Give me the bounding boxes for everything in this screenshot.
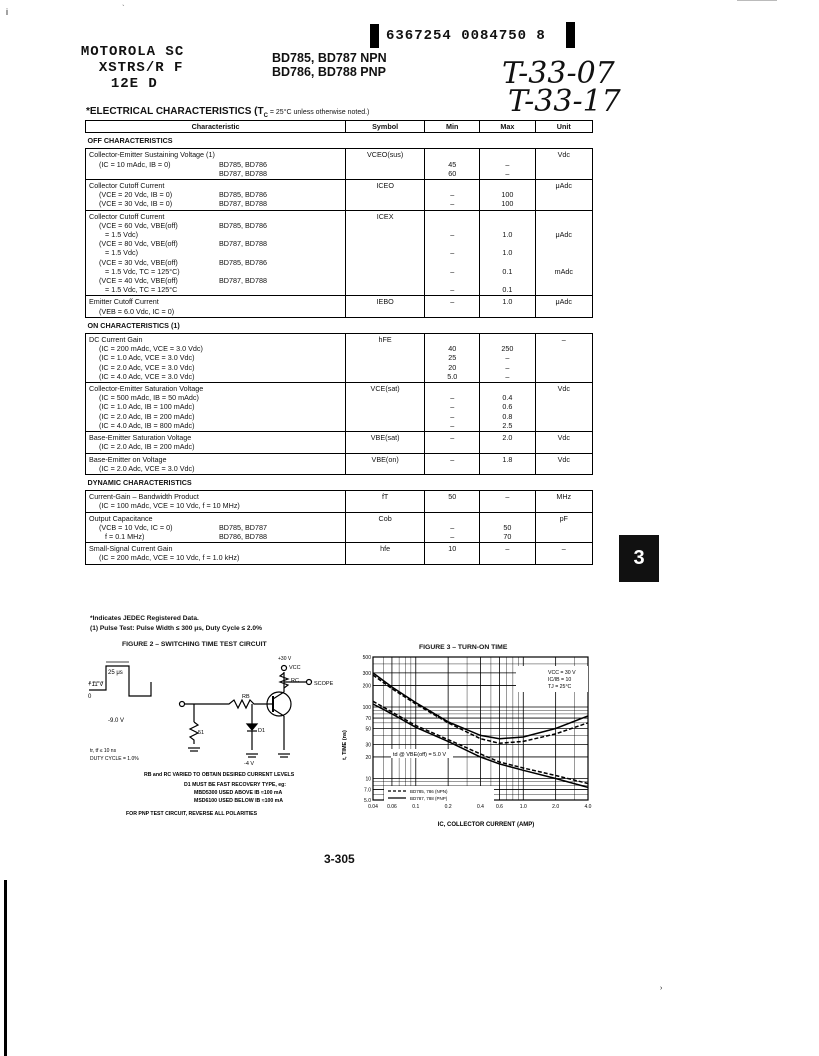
data-point bbox=[415, 727, 416, 728]
y-tick-label: 5.0 bbox=[364, 798, 371, 804]
cond: (IC = 10 mAdc, IB = 0) bbox=[99, 159, 171, 169]
cell-unit: Vdc bbox=[535, 453, 592, 474]
figure2-title: FIGURE 2 – SWITCHING TIME TEST CIRCUIT bbox=[122, 641, 267, 648]
cell-symbol: fT bbox=[346, 491, 425, 512]
cell-unit: Vdc bbox=[535, 383, 592, 432]
switching-test-circuit bbox=[84, 652, 344, 820]
part: BD787, BD788 bbox=[219, 199, 267, 209]
cell-max: – bbox=[505, 168, 510, 178]
section-dynamic-characteristics: DYNAMIC CHARACTERISTICS bbox=[86, 474, 593, 490]
part: BD787, BD788 bbox=[219, 168, 267, 178]
data-point bbox=[391, 687, 392, 688]
section-off-characteristics: OFF CHARACTERISTICS bbox=[86, 133, 593, 149]
part: BD785, BD786 bbox=[219, 190, 267, 200]
label-r51: 51 bbox=[198, 730, 205, 736]
label-rc: RC bbox=[291, 678, 299, 684]
row-name: Output Capacitance bbox=[89, 513, 153, 523]
cond: (VEB = 6.0 Vdc, IC = 0) bbox=[99, 306, 175, 316]
cond: (VCE = 20 Vdc, IB = 0) bbox=[99, 190, 173, 200]
cell-unit: pF bbox=[535, 512, 592, 543]
heading-tail: = 25°C unless otherwise noted.) bbox=[267, 109, 370, 116]
y-tick-label: 30 bbox=[365, 742, 371, 749]
data-point bbox=[480, 735, 481, 736]
cond: (IC = 1.0 Adc, VCE = 3.0 Vdc) bbox=[99, 353, 195, 363]
cond-tj: TJ = 25°C bbox=[548, 684, 572, 690]
x-tick-label: 0.1 bbox=[412, 804, 420, 810]
col-header-symbol: Symbol bbox=[346, 121, 425, 133]
cell-max: 1.0 bbox=[502, 248, 513, 258]
part: BD787, BD788 bbox=[219, 239, 267, 249]
data-point bbox=[499, 763, 500, 764]
row-name: Base-Emitter Saturation Voltage bbox=[89, 433, 192, 443]
x-tick-label: 4.0 bbox=[584, 804, 592, 810]
data-point bbox=[588, 787, 589, 788]
cell-min: 50 bbox=[425, 491, 480, 512]
cond: (VCE = 30 Vdc, IB = 0) bbox=[99, 199, 173, 209]
data-point bbox=[588, 783, 589, 784]
cell-min: – bbox=[450, 402, 455, 412]
label-vcc: VCC bbox=[289, 665, 301, 671]
data-point bbox=[499, 738, 500, 739]
cond: (IC = 2.0 Adc, IB = 200 mAdc) bbox=[99, 411, 195, 421]
cell-symbol: hFE bbox=[346, 334, 425, 383]
col-header-max: Max bbox=[480, 121, 535, 133]
row-name: Collector-Emitter Saturation Voltage bbox=[89, 384, 204, 394]
cell-symbol: hfe bbox=[346, 543, 425, 564]
cell-min: – bbox=[425, 453, 480, 474]
cell-unit: μAdc bbox=[555, 230, 573, 240]
cond: (VCE = 30 Vdc, VBE(off) bbox=[99, 257, 178, 267]
cell-min: – bbox=[450, 420, 455, 430]
table-row bbox=[86, 491, 593, 512]
cond-vcc: VCC = 30 V bbox=[548, 670, 576, 676]
legend-npn: BD785, 786 (NPN) bbox=[410, 789, 448, 794]
note-pulse-test: (1) Pulse Test: Pulse Width ≤ 300 μs, Duty Cycle ≤ 2.0% bbox=[90, 625, 262, 632]
data-point bbox=[391, 712, 392, 713]
cell-max: 0.1 bbox=[502, 285, 513, 295]
cell-min: 25 bbox=[448, 353, 457, 363]
cell-symbol: VBE(sat) bbox=[346, 432, 425, 453]
title-npn: BD785, BD787 NPN bbox=[272, 51, 387, 65]
data-point bbox=[373, 704, 374, 705]
cond: (IC = 100 mAdc, VCE = 10 Vdc, f = 10 MHz) bbox=[99, 501, 240, 511]
data-point bbox=[373, 675, 374, 676]
cell-min: – bbox=[425, 296, 480, 317]
cell-max: – bbox=[505, 353, 510, 363]
table-row bbox=[86, 453, 593, 474]
row-name: DC Current Gain bbox=[89, 335, 143, 345]
cond: (IC = 1.0 Adc, IB = 100 mAdc) bbox=[99, 402, 195, 412]
row-name: Collector Cutoff Current bbox=[89, 211, 165, 221]
part: BD785, BD786 bbox=[219, 159, 267, 169]
cell-symbol: ICEO bbox=[346, 180, 425, 211]
cell-unit: μAdc bbox=[535, 180, 592, 211]
corner-mark-tick: ` bbox=[122, 4, 125, 13]
table-header-row bbox=[86, 121, 593, 133]
cell-min: 5.0 bbox=[447, 371, 458, 381]
data-point bbox=[523, 768, 524, 769]
x-tick-label: 0.4 bbox=[477, 804, 484, 810]
heading-sub: C bbox=[263, 113, 268, 119]
part: BD787, BD788 bbox=[219, 276, 267, 286]
col-header-min: Min bbox=[425, 121, 480, 133]
cell-max: 2.5 bbox=[502, 420, 513, 430]
data-point bbox=[373, 701, 374, 702]
cell-max: – bbox=[505, 371, 510, 381]
data-point bbox=[499, 761, 500, 762]
cond: (IC = 2.0 Adc, VCE = 3.0 Vdc) bbox=[99, 463, 195, 473]
data-point bbox=[415, 725, 416, 726]
fig2-note-4: MSD6100 USED BELOW IB ≈100 mA bbox=[194, 798, 284, 804]
cell-min: – bbox=[450, 522, 455, 532]
cond: (VCE = 60 Vdc, VBE(off) bbox=[99, 220, 178, 230]
cell-max: – bbox=[505, 362, 510, 372]
cond: f = 0.1 MHz) bbox=[105, 531, 145, 541]
heading-main: *ELECTRICAL CHARACTERISTICS (T bbox=[86, 106, 264, 117]
cell-min: 60 bbox=[448, 168, 457, 178]
part: BD786, BD788 bbox=[219, 531, 267, 541]
cell-max: 100 bbox=[501, 190, 514, 200]
cell-min: – bbox=[450, 285, 455, 295]
cell-min: – bbox=[450, 190, 455, 200]
header-division: XSTRS/R F bbox=[98, 60, 184, 76]
label-zero: 0 bbox=[88, 694, 92, 700]
cell-min: – bbox=[450, 411, 455, 421]
cond: (IC = 2.0 Adc, VCE = 3.0 Vdc) bbox=[99, 362, 195, 372]
label-v-pos: +11 V bbox=[88, 682, 104, 688]
cond-ratio: IC/IB = 10 bbox=[548, 677, 572, 683]
data-point bbox=[480, 756, 481, 757]
table-row bbox=[86, 543, 593, 564]
document-header bbox=[62, 28, 184, 92]
cell-min: – bbox=[450, 531, 455, 541]
cell-unit: Vdc bbox=[535, 149, 592, 180]
annotation-td: td @ VBE(off) = 5.0 V bbox=[393, 752, 447, 758]
corner-mark-i: i bbox=[6, 7, 8, 17]
table-row bbox=[86, 512, 593, 543]
label-duty-cycle: DUTY CYCLE = 1.0% bbox=[90, 756, 139, 762]
scan-mark bbox=[737, 0, 777, 1]
header-company: MOTOROLA SC bbox=[80, 44, 185, 60]
cell-min: 40 bbox=[448, 344, 457, 354]
turn-on-time-chart bbox=[336, 650, 606, 835]
table-row bbox=[86, 296, 593, 317]
cond: (VCB = 10 Vdc, IC = 0) bbox=[99, 522, 173, 532]
row-name: Base-Emitter on Voltage bbox=[89, 454, 167, 464]
row-name: Current-Gain – Bandwidth Product bbox=[89, 492, 199, 502]
scan-edge-line bbox=[4, 880, 7, 1056]
y-tick-label: 200 bbox=[362, 683, 371, 690]
label-v-neg: -9.0 V bbox=[108, 718, 125, 724]
cond: (IC = 4.0 Adc, VCE = 3.0 Vdc) bbox=[99, 371, 195, 381]
cond: (IC = 200 mAdc, VCE = 3.0 Vdc) bbox=[99, 344, 203, 354]
cell-max: 50 bbox=[503, 522, 512, 532]
data-point bbox=[499, 743, 500, 744]
cell-max: – bbox=[505, 159, 510, 169]
col-header-characteristic: Characteristic bbox=[86, 121, 346, 133]
data-point bbox=[555, 733, 556, 734]
y-tick-label: 10 bbox=[365, 776, 371, 783]
data-point bbox=[391, 688, 392, 689]
cell-unit: MHz bbox=[535, 491, 592, 512]
data-point bbox=[523, 737, 524, 738]
data-point bbox=[391, 713, 392, 714]
data-point bbox=[415, 702, 416, 703]
col-header-unit: Unit bbox=[535, 121, 592, 133]
cell-min: 20 bbox=[448, 362, 457, 372]
label-rb: RB bbox=[242, 694, 250, 700]
page-number: 3-305 bbox=[324, 852, 355, 866]
fig2-note-5: FOR PNP TEST CIRCUIT, REVERSE ALL POLARITIES bbox=[126, 811, 258, 817]
cell-max: 0.8 bbox=[502, 411, 513, 421]
cell-unit: mAdc bbox=[554, 266, 573, 276]
cond: (VCE = 40 Vdc, VBE(off) bbox=[99, 276, 178, 286]
section-on-characteristics: ON CHARACTERISTICS (1) bbox=[86, 317, 593, 333]
data-point bbox=[480, 738, 481, 739]
header-bar-mark bbox=[370, 24, 379, 48]
label-rise-time: tr, tf ≤ 10 ns bbox=[90, 748, 117, 754]
cell-max: 0.1 bbox=[502, 266, 513, 276]
label-supply: +30 V bbox=[278, 656, 292, 662]
cell-unit: – bbox=[535, 334, 592, 383]
cell-symbol: VBE(on) bbox=[346, 453, 425, 474]
cell-max: 250 bbox=[501, 344, 514, 354]
chart-xlabel: IC, COLLECTOR CURRENT (AMP) bbox=[437, 822, 535, 828]
cell-max: 70 bbox=[503, 531, 512, 541]
y-tick-label: 500 bbox=[362, 655, 371, 661]
row-name: Small-Signal Current Gain bbox=[89, 544, 173, 554]
cell-max: 2.0 bbox=[480, 432, 535, 453]
cell-min: – bbox=[450, 266, 455, 276]
cond: = 1.5 Vdc) bbox=[105, 248, 138, 258]
cell-max: 0.6 bbox=[502, 402, 513, 412]
input-terminal bbox=[180, 702, 185, 707]
annotation-tr: tr bbox=[436, 714, 440, 720]
table-row bbox=[86, 334, 593, 383]
y-tick-label: 100 bbox=[362, 704, 371, 711]
table-row bbox=[86, 149, 593, 180]
data-point bbox=[555, 778, 556, 779]
y-tick-label: 70 bbox=[365, 716, 371, 723]
part: BD785, BD786 bbox=[219, 220, 267, 230]
cond: (IC = 2.0 Adc, IB = 200 mAdc) bbox=[99, 442, 195, 452]
cell-max: – bbox=[480, 543, 535, 564]
cond: = 1.5 Vdc) bbox=[105, 230, 138, 240]
data-point bbox=[448, 739, 449, 740]
cond: (IC = 4.0 Adc, IB = 800 mAdc) bbox=[99, 420, 195, 430]
figure3-title: FIGURE 3 – TURN-ON TIME bbox=[419, 644, 508, 651]
cond: (IC = 500 mAdc, IB = 50 mAdc) bbox=[99, 393, 199, 403]
table-row bbox=[86, 180, 593, 211]
title-pnp: BD786, BD788 PNP bbox=[272, 65, 386, 79]
label-scope: SCOPE bbox=[314, 681, 334, 687]
corner-mark-arrow: › bbox=[660, 985, 663, 992]
chart-ylabel: t, TIME (ns) bbox=[342, 730, 348, 760]
header-bar-mark-end bbox=[566, 22, 575, 48]
x-tick-label: 2.0 bbox=[552, 804, 560, 810]
cell-min: – bbox=[450, 199, 455, 209]
row-name: Emitter Cutoff Current bbox=[89, 297, 159, 307]
note-jedec: *Indicates JEDEC Registered Data. bbox=[90, 615, 199, 622]
data-point bbox=[555, 728, 556, 729]
x-tick-label: 1.0 bbox=[519, 804, 527, 810]
data-point bbox=[555, 775, 556, 776]
data-point bbox=[480, 753, 481, 754]
cond: (IC = 200 mAdc, VCE = 10 Vdc, f = 1.0 kHz) bbox=[99, 553, 240, 563]
cell-min: – bbox=[450, 230, 455, 240]
cell-min: – bbox=[450, 393, 455, 403]
data-point bbox=[448, 721, 449, 722]
y-tick-label: 50 bbox=[365, 726, 371, 733]
cell-unit: Vdc bbox=[535, 432, 592, 453]
handwritten-note-1: T-33-07 bbox=[502, 56, 615, 91]
handwritten-note-2: T-33-17 bbox=[508, 84, 621, 119]
data-point bbox=[588, 722, 589, 723]
cell-min: 10 bbox=[425, 543, 480, 564]
label-d1: D1 bbox=[258, 728, 266, 734]
cell-max: 1.0 bbox=[502, 230, 513, 240]
data-point bbox=[588, 715, 589, 716]
fig2-note-2: D1 MUST BE FAST RECOVERY TYPE, eg: bbox=[184, 782, 287, 788]
section-tab: 3 bbox=[619, 535, 659, 582]
part-titles bbox=[272, 51, 387, 79]
cell-min: – bbox=[450, 248, 455, 258]
data-point bbox=[523, 741, 524, 742]
table-row bbox=[86, 432, 593, 453]
x-tick-label: 0.6 bbox=[495, 804, 503, 810]
part: BD785, BD786 bbox=[219, 257, 267, 267]
cell-unit: μAdc bbox=[535, 296, 592, 317]
row-name: Collector Cutoff Current bbox=[89, 181, 165, 191]
table-notes bbox=[90, 614, 262, 634]
table-row bbox=[86, 210, 593, 296]
x-tick-label: 0.2 bbox=[444, 804, 452, 810]
cond: = 1.5 Vdc, TC = 125°C bbox=[105, 285, 178, 295]
cell-unit: – bbox=[535, 543, 592, 564]
cell-max: 100 bbox=[501, 199, 514, 209]
electrical-characteristics-table bbox=[85, 120, 593, 565]
cell-min: 45 bbox=[448, 159, 457, 169]
label-pulse-width: 25 μs bbox=[108, 670, 123, 676]
cell-symbol: Cob bbox=[346, 512, 425, 543]
cell-symbol: IEBO bbox=[346, 296, 425, 317]
x-tick-label: 0.04 bbox=[368, 804, 378, 810]
y-tick-label: 7.0 bbox=[364, 787, 371, 794]
cell-max: 1.0 bbox=[480, 296, 535, 317]
cell-symbol: VCE(sat) bbox=[346, 383, 425, 432]
cell-max: – bbox=[480, 491, 535, 512]
cell-max: 0.4 bbox=[502, 393, 513, 403]
fig2-note-1: RB and RC VARIED TO OBTAIN DESIRED CURRENT LEVELS bbox=[144, 772, 295, 778]
data-point bbox=[373, 672, 374, 673]
legend-pnp: BD787, 788 (PNP) bbox=[410, 796, 448, 801]
x-tick-label: 0.06 bbox=[387, 804, 397, 810]
header-code: 12E D bbox=[110, 76, 158, 92]
y-tick-label: 300 bbox=[362, 670, 371, 677]
cell-symbol: VCEO(sus) bbox=[346, 149, 425, 180]
fig2-note-3: MBD5300 USED ABOVE IB ≈100 mA bbox=[194, 790, 283, 796]
data-point bbox=[448, 741, 449, 742]
table-row bbox=[86, 383, 593, 432]
cell-max: 1.8 bbox=[480, 453, 535, 474]
cell-symbol: ICEX bbox=[346, 210, 425, 296]
cond: = 1.5 Vdc, TC = 125°C) bbox=[105, 266, 180, 276]
header-doc-number: 6367254 0084750 8 bbox=[386, 28, 546, 44]
label-neg4v: -4 V bbox=[244, 761, 255, 767]
y-tick-label: 20 bbox=[365, 754, 371, 761]
electrical-characteristics-heading bbox=[86, 106, 369, 119]
cell-min: – bbox=[425, 432, 480, 453]
data-point bbox=[523, 770, 524, 771]
cond: (VCE = 80 Vdc, VBE(off) bbox=[99, 239, 178, 249]
row-name: Collector-Emitter Sustaining Voltage (1) bbox=[89, 150, 215, 160]
part: BD785, BD787 bbox=[219, 522, 267, 532]
